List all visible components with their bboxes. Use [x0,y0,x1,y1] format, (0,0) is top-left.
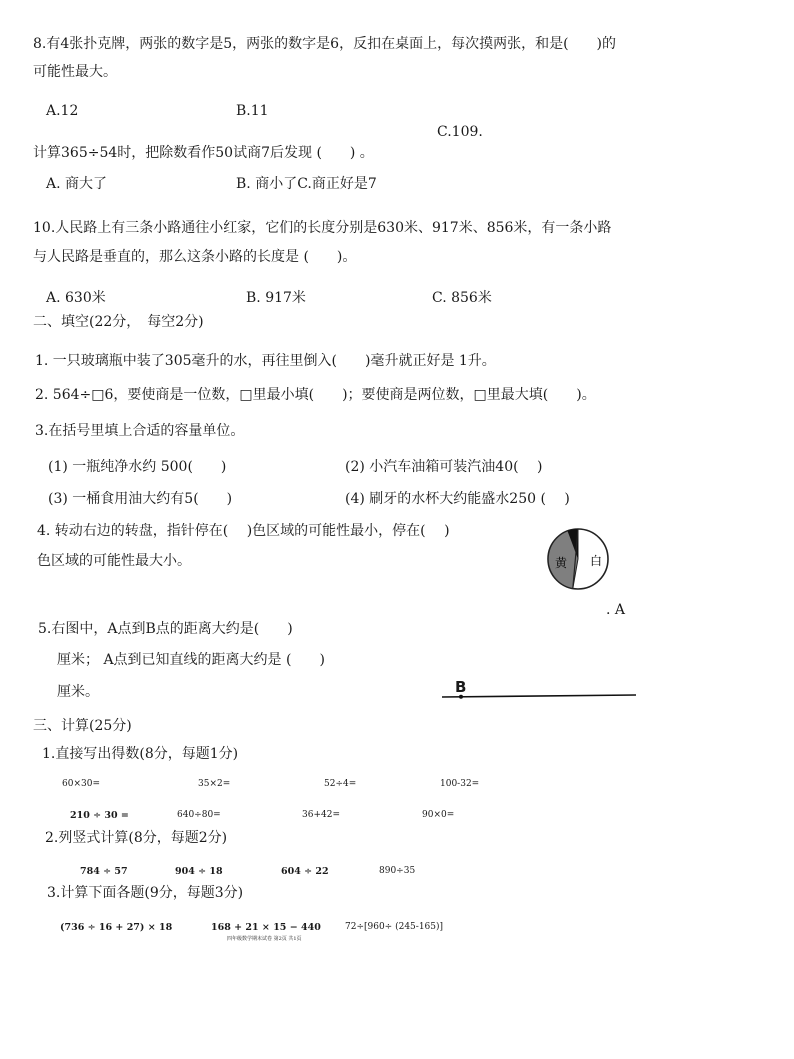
fill-q3-item2: (2) 小汽车油箱可装汽油40( ) [345,459,543,475]
vertical-calc-1: 784 ÷ 57 [80,866,128,877]
given-straight-line [440,690,640,702]
point-a-label: . A [606,602,626,618]
spinner-label-white: 白 [590,554,603,568]
vertical-calc-2: 904 ÷ 18 [175,866,223,877]
section2-title: 二、填空(22分， 每空2分) [33,314,204,330]
point-b-label: B [455,678,467,696]
q9-option-bc: B. 商小了C.商正好是7 [236,176,377,192]
fill-q3-item4: (4) 刷牙的水杯大约能盛水250 ( ) [345,491,570,507]
q8-option-c: C.109. [437,124,483,140]
mixed-calc-2: 168 + 21 × 15 − 440 [211,922,321,933]
oral-calc-2: 35×2= [198,779,231,789]
spinner-label-yellow: 黄 [555,556,568,570]
fill-q3-item1: (1) 一瓶纯净水约 500( ) [48,459,227,475]
mixed-calc-3: 72÷[960÷ (245-165)] [345,922,444,932]
q8-line2: 可能性最大。 [33,64,117,80]
fill-q1: 1. 一只玻璃瓶中装了305毫升的水，再往里倒入( )毫升就正好是 1升。 [35,353,496,369]
q8-option-b: B.11 [236,103,269,119]
oral-calc-1: 60×30= [62,779,100,789]
fill-q5-line1: 5.右图中，A点到B点的距离大约是( ) [38,621,293,637]
q10-option-a: A. 630米 [46,290,106,306]
fill-q3-item3: (3) 一桶食用油大约有5( ) [48,491,233,507]
q10-option-c: C. 856米 [432,290,492,306]
vertical-calc-3: 604 ÷ 22 [281,866,329,877]
q10-option-b: B. 917米 [246,290,306,306]
page-footer: 四年级数学期末试卷 第2页 共1页 [227,936,302,942]
section3-title: 三、计算(25分) [33,718,132,734]
vertical-calc-4: 890÷35 [379,866,416,876]
mixed-calc-1: (736 ÷ 16 + 27) × 18 [60,922,173,933]
fill-q2: 2. 564÷□6，要使商是一位数，□里最小填( )；要使商是两位数，□里最大填( )。 [35,387,596,403]
q8-line1: 8.有4张扑克牌，两张的数字是5，两张的数字是6，反扣在桌面上，每次摸两张，和是( )的 [33,36,617,52]
calc-sub3: 3.计算下面各题(9分，每题3分) [47,885,244,901]
fill-q4-line1: 4. 转动右边的转盘，指针停在( )色区域的可能性最小，停在( ) [37,523,450,539]
oral-calc-4: 100-32= [440,779,480,789]
fill-q3: 3.在括号里填上合适的容量单位。 [35,423,245,439]
oral-calc-6: 640÷80= [177,810,221,820]
calc-sub1: 1.直接写出得数(8分，每题1分) [42,746,239,762]
q8-option-a: A.12 [46,103,79,119]
oral-calc-3: 52÷4= [324,779,357,789]
fill-q5-line2: 厘米； A点到已知直线的距离大约是 ( ) [57,652,325,668]
q10-line1: 10.人民路上有三条小路通往小红家，它们的长度分别是630米、917米、856米，有一条小路 [33,220,612,236]
q9-text: 计算365÷54时，把除数看作50试商7后发现 ( ) 。 [33,145,374,161]
oral-calc-7: 36+42= [302,810,340,820]
oral-calc-5: 210 ÷ 30 = [70,810,129,821]
fill-q5-line3: 厘米。 [57,684,99,700]
q10-line2: 与人民路是垂直的，那么这条小路的长度是 ( )。 [33,249,357,265]
q9-option-a: A. 商大了 [46,176,108,192]
spinner-wheel [544,526,612,592]
oral-calc-8: 90×0= [422,810,455,820]
fill-q4-line2: 色区域的可能性最大小。 [37,553,191,569]
calc-sub2: 2.列竖式计算(8分，每题2分) [45,830,228,846]
